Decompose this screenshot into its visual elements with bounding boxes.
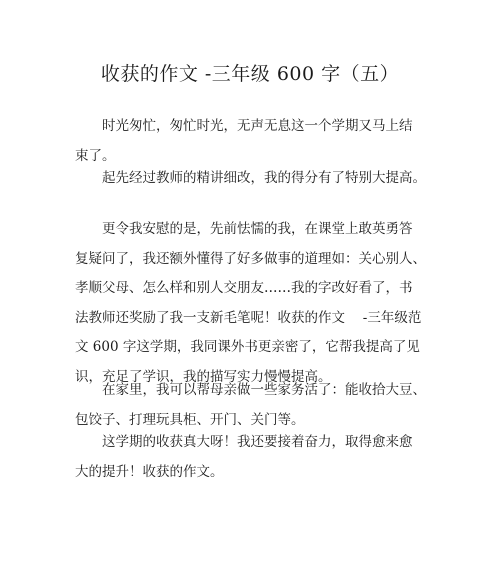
text-line: 这学期的收获真大呀！我还要接着奋力，取得愈来愈	[102, 434, 413, 450]
text-line: 识，充足了学识，我的描写实力慢慢提高。	[75, 368, 332, 385]
text-line: 法教师还奖励了我一支新毛笔呢！收获的作文 -三年级范	[75, 309, 422, 326]
text-line: 文 600 字这学期，我同课外书更亲密了，它帮我提高了见	[75, 339, 420, 355]
text-line: 时光匆忙，匆忙时光，无声无息这一个学期又马上结	[102, 118, 413, 134]
text-line: 复疑问了，我还额外懂得了好多做事的道理如：关心别人、	[75, 250, 426, 267]
paragraph-3	[75, 215, 427, 392]
text-line: 孝顺父母、怎么样和别人交朋友……我的字改好看了，书	[75, 280, 413, 296]
text-line: 在家里，我可以帮母亲做一些家务活了：能收拾大豆、	[102, 382, 426, 398]
document-title: 收获的作文 -三年级 600 字（五）	[100, 63, 400, 85]
text-line: 更令我安慰的是，先前怯懦的我，在课堂上敢英勇答	[102, 221, 413, 237]
text-line: 束了。	[75, 147, 116, 164]
text-line: 大的提升！收获的作文。	[75, 463, 224, 480]
text-line: 包饺子、打理玩具柜、开门、关门等。	[75, 411, 305, 428]
text-line: 起先经过教师的精讲细改，我的得分有了特别大提高。	[102, 170, 426, 186]
paragraph-4	[75, 376, 427, 435]
paragraph-1	[75, 112, 427, 171]
paragraph-2	[75, 164, 427, 194]
paragraph-5	[75, 428, 427, 487]
